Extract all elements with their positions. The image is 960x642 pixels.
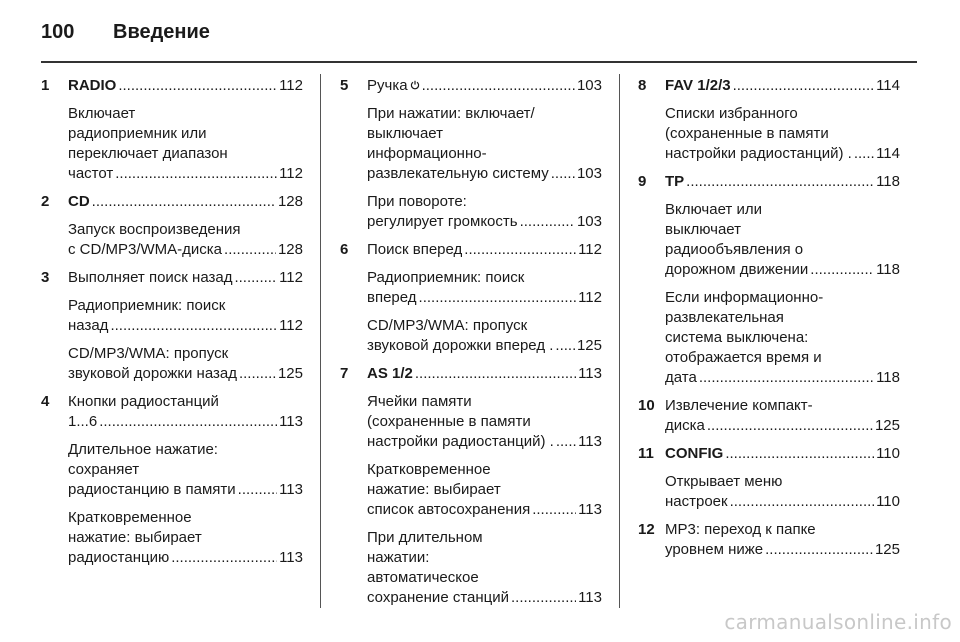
entry-label: настроек <box>665 493 728 510</box>
text-line: При длительном <box>367 529 483 546</box>
entry-label: диска <box>665 417 705 434</box>
entry-label: радиостанцию <box>68 549 170 566</box>
toc-line <box>367 588 602 608</box>
entry-label: развлекательную систему <box>367 165 549 182</box>
page-number: 100 <box>41 21 75 43</box>
entry-number: 9 <box>638 173 647 190</box>
description-block <box>367 460 602 520</box>
dot-leader <box>551 164 575 184</box>
text-line: (сохраненные в памяти <box>665 125 829 142</box>
text-line: Кратковременное <box>367 461 491 478</box>
toc-line <box>68 364 303 384</box>
toc-line <box>68 548 303 568</box>
text-line: Запуск воспроизведения <box>68 221 241 238</box>
entry-label: звуковой дорожки назад <box>68 365 237 382</box>
entry-title: AS 1/2 <box>367 365 413 382</box>
entry-descriptions <box>367 268 602 356</box>
toc-line <box>68 76 303 96</box>
text-line: При нажатии: включает/ <box>367 105 535 122</box>
entry-label: регулирует громкость <box>367 213 518 230</box>
text-line: При повороте: <box>367 193 467 210</box>
dot-leader <box>234 268 277 288</box>
description-block <box>665 472 900 512</box>
header-rule <box>41 61 917 63</box>
page-ref: 103 <box>576 77 602 94</box>
page-ref: 128 <box>277 193 303 210</box>
page-ref: 113 <box>279 549 303 566</box>
dot-leader <box>854 144 874 164</box>
text-line: выключает <box>665 221 742 238</box>
toc-line <box>367 336 602 356</box>
description-block <box>367 528 602 608</box>
page-ref: 125 <box>277 365 303 382</box>
page-ref: 125 <box>874 541 900 558</box>
column-1 <box>41 76 303 576</box>
text-line: развлекательная <box>665 309 784 326</box>
page-ref: 103 <box>576 213 602 230</box>
text-line: CD/MP3/WMA: пропуск <box>367 317 528 334</box>
text-line: Извлечение компакт- <box>665 397 813 414</box>
description-block <box>68 440 303 500</box>
toc-line <box>68 480 303 500</box>
dot-leader <box>171 548 277 568</box>
toc-line <box>367 432 602 452</box>
page-title: Введение <box>113 21 210 43</box>
page-ref: 118 <box>876 173 900 190</box>
entry-number: 2 <box>41 193 50 210</box>
description-block <box>68 344 303 384</box>
entry-descriptions <box>367 392 602 608</box>
description-block <box>665 104 900 164</box>
toc-line <box>68 164 303 184</box>
page-ref: 118 <box>876 369 900 386</box>
entry-descriptions <box>665 104 900 164</box>
description-block <box>367 192 602 232</box>
dot-leader <box>419 288 577 308</box>
text-line: Включает <box>68 105 136 122</box>
entry-title: CD <box>68 193 90 210</box>
toc-line <box>367 212 602 232</box>
dot-leader <box>115 164 277 184</box>
dot-leader <box>725 444 874 464</box>
text-line: сохраняет <box>68 461 140 478</box>
toc-entry <box>41 268 303 384</box>
entry-title: CONFIG <box>665 445 724 462</box>
entry-title: FAV 1/2/3 <box>665 77 731 94</box>
toc-line <box>367 288 602 308</box>
description-block <box>68 508 303 568</box>
toc-line <box>665 260 900 280</box>
entry-label: звуковой дорожки вперед . <box>367 337 554 354</box>
page-ref: 112 <box>279 269 303 286</box>
entry-descriptions <box>68 296 303 384</box>
toc-line <box>665 416 900 436</box>
text-line: Открывает меню <box>665 473 783 490</box>
entry-label: радиостанцию в памяти <box>68 481 236 498</box>
entry-number: 8 <box>638 77 647 94</box>
dot-leader <box>733 76 874 96</box>
text-line: Списки избранного <box>665 105 798 122</box>
dot-leader <box>415 364 576 384</box>
entry-label: список автосохранения <box>367 501 531 518</box>
toc-entry <box>340 76 602 232</box>
page-ref: 125 <box>576 337 602 354</box>
entry-label: вперед <box>367 289 417 306</box>
toc-line <box>665 76 900 96</box>
dot-leader <box>92 192 276 212</box>
entry-number: 10 <box>638 397 655 414</box>
page-ref: 113 <box>279 481 303 498</box>
toc-line <box>68 412 303 432</box>
entry-label: Ручка <box>367 77 408 94</box>
dot-leader <box>110 316 277 336</box>
description-block <box>367 392 602 452</box>
page-ref: 112 <box>578 241 602 258</box>
dot-leader <box>707 416 873 436</box>
entry-label: сохранение станций <box>367 589 510 606</box>
text-line: радиообъявления о <box>665 241 804 258</box>
description-block <box>367 316 602 356</box>
column-divider-2 <box>619 74 620 608</box>
entry-title: TP <box>665 173 685 190</box>
entry-descriptions <box>68 104 303 184</box>
page-ref: 113 <box>578 433 602 450</box>
watermark: carmanualsonline.info <box>724 610 952 634</box>
text-line: Кратковременное <box>68 509 192 526</box>
text-line: выключает <box>367 125 444 142</box>
entry-number: 4 <box>41 393 50 410</box>
entry-descriptions <box>665 472 900 512</box>
dot-leader <box>555 336 575 356</box>
entry-label: частот <box>68 165 114 182</box>
page-header <box>41 14 210 50</box>
page-ref: 113 <box>578 589 602 606</box>
dot-leader <box>730 492 874 512</box>
entry-title: RADIO <box>68 77 117 94</box>
dot-leader <box>532 500 576 520</box>
toc-entry <box>638 444 900 512</box>
page-ref: 114 <box>876 145 900 162</box>
toc-entry <box>638 172 900 388</box>
page-ref: 125 <box>874 417 900 434</box>
toc-line <box>665 492 900 512</box>
page-ref: 103 <box>576 165 602 182</box>
toc-entry <box>340 364 602 608</box>
toc-entry <box>340 240 602 356</box>
text-line: Радиоприемник: поиск <box>68 297 226 314</box>
description-block <box>367 268 602 308</box>
description-block <box>367 104 602 184</box>
toc-line <box>367 500 602 520</box>
text-line: автоматическое <box>367 569 479 586</box>
toc-entry <box>41 76 303 184</box>
page-ref: 110 <box>876 493 900 510</box>
dot-leader <box>520 212 575 232</box>
toc-line <box>665 172 900 192</box>
toc-line <box>68 192 303 212</box>
toc-line <box>367 76 602 96</box>
entry-number: 5 <box>340 77 349 94</box>
entry-label: настройки радиостанций) . <box>665 145 852 162</box>
entry-label: настройки радиостанций) . <box>367 433 554 450</box>
text-line: отображается время и <box>665 349 822 366</box>
dot-leader <box>511 588 576 608</box>
page-ref: 112 <box>279 77 303 94</box>
text-line: радиоприемник или <box>68 125 207 142</box>
entry-number: 7 <box>340 365 349 382</box>
entry-label: дата <box>665 369 697 386</box>
entry-number: 12 <box>638 521 655 538</box>
toc-line <box>68 316 303 336</box>
text-line: (сохраненные в памяти <box>367 413 531 430</box>
description-block <box>665 288 900 388</box>
entry-number: 11 <box>638 445 654 462</box>
text-line: Кнопки радиостанций <box>68 393 219 410</box>
toc-line <box>665 144 900 164</box>
dot-leader <box>224 240 276 260</box>
entry-label: уровнем ниже <box>665 541 764 558</box>
page-ref: 113 <box>578 365 602 382</box>
dot-leader <box>239 364 276 384</box>
power-icon <box>410 76 420 86</box>
entry-descriptions <box>68 220 303 260</box>
page-ref: 112 <box>279 317 303 334</box>
entry-label: 1...6 <box>68 413 98 430</box>
column-divider-1 <box>320 74 321 608</box>
text-line: система выключена: <box>665 329 809 346</box>
entry-descriptions <box>367 104 602 232</box>
text-line: Длительное нажатие: <box>68 441 218 458</box>
toc-entry <box>638 520 900 560</box>
toc-line <box>367 364 602 384</box>
toc-line <box>665 368 900 388</box>
column-3 <box>638 76 900 568</box>
page-ref: 110 <box>876 445 900 462</box>
text-line: Ячейки памяти <box>367 393 472 410</box>
dot-leader <box>464 240 576 260</box>
toc-line <box>665 444 900 464</box>
text-line: Если информационно- <box>665 289 824 306</box>
toc-entry <box>638 76 900 164</box>
text-line: нажатии: <box>367 549 430 566</box>
toc-line <box>665 540 900 560</box>
page-ref: 112 <box>578 289 602 306</box>
text-line: нажатие: выбирает <box>367 481 501 498</box>
toc-entry <box>41 392 303 568</box>
page-ref: 118 <box>876 261 900 278</box>
entry-label: Выполняет поиск назад <box>68 269 233 286</box>
page-ref: 128 <box>277 241 303 258</box>
dot-leader <box>765 540 873 560</box>
dot-leader <box>556 432 576 452</box>
description-block <box>665 200 900 280</box>
toc-line <box>68 240 303 260</box>
entry-label: назад <box>68 317 109 334</box>
toc-line <box>367 164 602 184</box>
description-block <box>68 296 303 336</box>
toc-line <box>367 240 602 260</box>
entry-label: дорожном движении <box>665 261 809 278</box>
column-2 <box>340 76 602 616</box>
entry-number: 6 <box>340 241 349 258</box>
page-ref: 112 <box>279 165 303 182</box>
text-line: переключает диапазон <box>68 145 228 162</box>
dot-leader <box>238 480 277 500</box>
entry-label: с CD/MP3/WMA-диска <box>68 241 223 258</box>
dot-leader <box>422 76 575 96</box>
text-line: информационно- <box>367 145 487 162</box>
text-line: CD/MP3/WMA: пропуск <box>68 345 229 362</box>
page-ref: 114 <box>876 77 900 94</box>
text-line: Включает или <box>665 201 762 218</box>
toc-entry <box>41 192 303 260</box>
dot-leader <box>810 260 874 280</box>
dot-leader <box>699 368 874 388</box>
entry-number: 1 <box>41 77 50 94</box>
toc-line <box>68 268 303 288</box>
entry-number: 3 <box>41 269 50 286</box>
description-block <box>68 220 303 260</box>
dot-leader <box>686 172 874 192</box>
dot-leader <box>118 76 277 96</box>
description-block <box>68 104 303 184</box>
entry-descriptions <box>665 200 900 388</box>
entry-label: Поиск вперед <box>367 241 463 258</box>
page-ref: 113 <box>279 413 303 430</box>
text-line: нажатие: выбирает <box>68 529 202 546</box>
toc-entry <box>638 396 900 436</box>
page-ref: 113 <box>578 501 602 518</box>
dot-leader <box>99 412 277 432</box>
entry-descriptions <box>68 440 303 568</box>
text-line: Радиоприемник: поиск <box>367 269 525 286</box>
text-line: MP3: переход к папке <box>665 521 816 538</box>
